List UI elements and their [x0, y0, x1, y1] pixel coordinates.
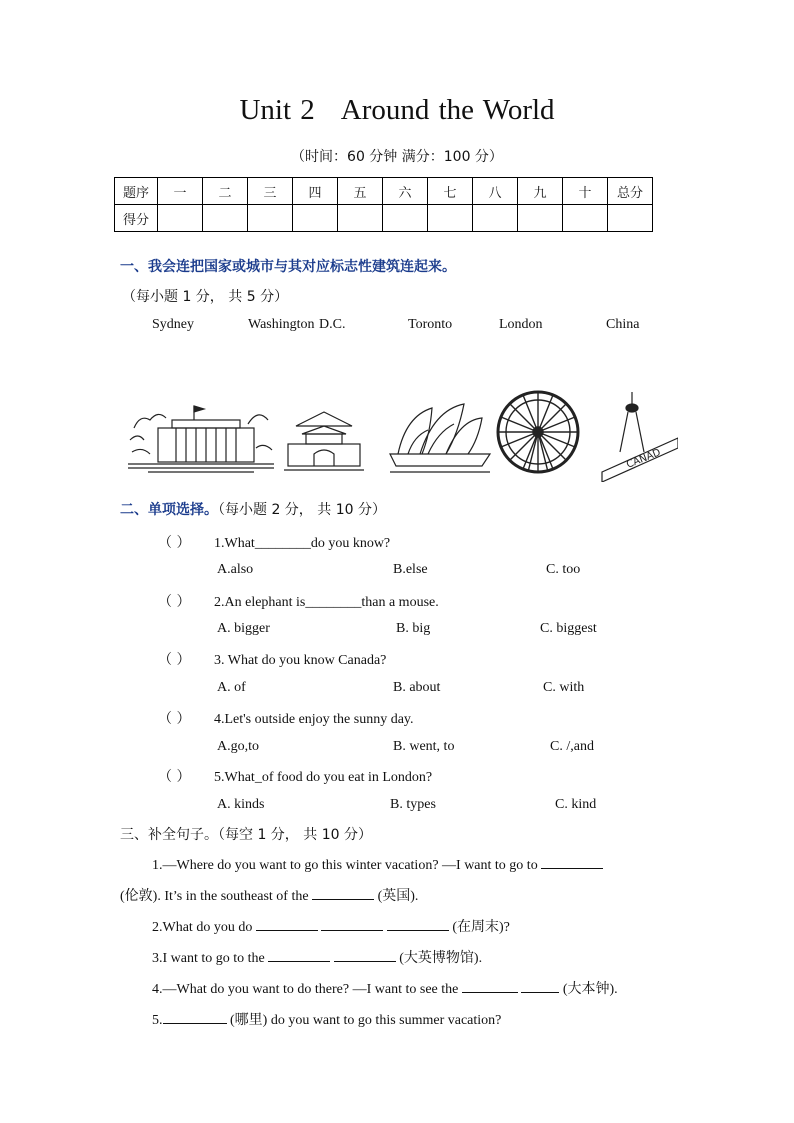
- score-table-header-row: [115, 178, 653, 205]
- section3-heading: 三、补全句子。（每空 1 分， 共 10 分）: [120, 827, 372, 843]
- table-cell: 五: [338, 178, 383, 205]
- option-b: B. big: [396, 621, 431, 636]
- table-cell: 一: [158, 178, 203, 205]
- answer-bracket[interactable]: （ ）: [158, 711, 191, 727]
- answer-blank[interactable]: [256, 918, 318, 931]
- answer-blank[interactable]: [521, 980, 559, 993]
- score-table: [114, 177, 653, 232]
- option-a: A. kinds: [217, 797, 265, 812]
- question-3: （ ） 3. What do you know Canada?: [158, 649, 386, 669]
- answer-blank[interactable]: [163, 1011, 227, 1024]
- place-label: Sydney: [152, 317, 194, 332]
- fill-line-3: 3.I want to go to the (大英博物馆).: [152, 951, 483, 966]
- title-unit: Unit 2: [239, 94, 315, 126]
- option-b: B. about: [393, 680, 441, 695]
- option-b: B. went, to: [393, 739, 455, 754]
- option-c: C. kind: [555, 797, 597, 812]
- table-cell: 得分: [115, 205, 158, 232]
- option-c: C. with: [543, 680, 585, 695]
- sydney-opera-house-picture: [390, 404, 490, 472]
- section1-heading: 一、我会连把国家或城市与其对应标志性建筑连起来。: [120, 259, 456, 275]
- score-cell[interactable]: [158, 205, 203, 232]
- table-cell: 四: [293, 178, 338, 205]
- score-cell[interactable]: [383, 205, 428, 232]
- page-title: [0, 94, 794, 127]
- question-5: （ ） 5.What_of food do you eat in London?: [158, 766, 432, 786]
- score-cell[interactable]: [563, 205, 608, 232]
- answer-blank[interactable]: [462, 980, 518, 993]
- answer-blank[interactable]: [312, 887, 374, 900]
- score-cell[interactable]: [293, 205, 338, 232]
- table-cell: 总分: [608, 178, 653, 205]
- place-label: London: [499, 317, 543, 332]
- table-cell: 九: [518, 178, 563, 205]
- answer-blank[interactable]: [387, 918, 449, 931]
- score-cell[interactable]: [608, 205, 653, 232]
- section2-heading: 二、单项选择。（每小题 2 分， 共 10 分）: [120, 502, 386, 518]
- exam-info: （时间：60 分钟 满分：100 分）: [291, 149, 503, 165]
- score-cell[interactable]: [248, 205, 293, 232]
- option-a: A.go,to: [217, 739, 259, 754]
- fill-line-5: 5. (哪里) do you want to go this summer vacation?: [152, 1013, 502, 1028]
- score-cell[interactable]: [203, 205, 248, 232]
- london-eye-picture: [498, 392, 578, 472]
- canada-sign-picture-text: CANAD: [625, 447, 663, 471]
- table-cell: 六: [383, 178, 428, 205]
- table-cell: 题序: [115, 178, 158, 205]
- question-1: （ ） 1.What________do you know?: [158, 532, 390, 552]
- answer-bracket[interactable]: （ ）: [158, 594, 191, 610]
- fill-line-1b: (伦敦). It’s in the southeast of the (英国).: [120, 889, 419, 904]
- score-cell[interactable]: [473, 205, 518, 232]
- option-c: C. biggest: [540, 621, 597, 636]
- tiananmen-picture: [284, 412, 364, 470]
- cn-tower-picture: [602, 392, 678, 482]
- table-cell: 三: [248, 178, 293, 205]
- table-cell: 二: [203, 178, 248, 205]
- option-c: C. /,and: [550, 739, 594, 754]
- answer-bracket[interactable]: （ ）: [158, 535, 191, 551]
- answer-blank[interactable]: [268, 949, 330, 962]
- score-cell[interactable]: [428, 205, 473, 232]
- fill-line-4: 4.—What do you want to do there? —I want to see the (大本钟).: [152, 982, 618, 997]
- score-table-score-row: [115, 205, 653, 232]
- answer-bracket[interactable]: （ ）: [158, 769, 191, 785]
- option-b: B. types: [390, 797, 436, 812]
- table-cell: 十: [563, 178, 608, 205]
- title-topic: Around the World: [340, 94, 555, 126]
- table-cell: 八: [473, 178, 518, 205]
- answer-bracket[interactable]: （ ）: [158, 652, 191, 668]
- score-cell[interactable]: [518, 205, 563, 232]
- white-house-picture: [128, 406, 274, 472]
- option-a: A. bigger: [217, 621, 270, 636]
- option-b: B.else: [393, 562, 428, 577]
- fill-line-1: 1.—Where do you want to go this winter vacation? —I want to go to: [152, 856, 603, 874]
- place-label: Toronto: [408, 317, 453, 332]
- answer-blank[interactable]: [321, 918, 383, 931]
- place-label: China: [606, 317, 640, 332]
- question-2: （ ） 2.An elephant is________than a mouse.: [158, 591, 439, 611]
- fill-line-2: 2.What do you do (在周末)?: [152, 920, 510, 935]
- option-a: A.also: [217, 562, 254, 577]
- answer-blank[interactable]: [541, 856, 603, 869]
- section1-note: （每小题 1 分， 共 5 分）: [122, 289, 289, 305]
- landmark-pictures: [128, 388, 678, 482]
- place-label: Washington D.C.: [248, 317, 346, 332]
- question-4: （ ） 4.Let's outside enjoy the sunny day.: [158, 708, 414, 728]
- answer-blank[interactable]: [334, 949, 396, 962]
- option-a: A. of: [217, 680, 246, 695]
- score-cell[interactable]: [338, 205, 383, 232]
- option-c: C. too: [546, 562, 581, 577]
- table-cell: 七: [428, 178, 473, 205]
